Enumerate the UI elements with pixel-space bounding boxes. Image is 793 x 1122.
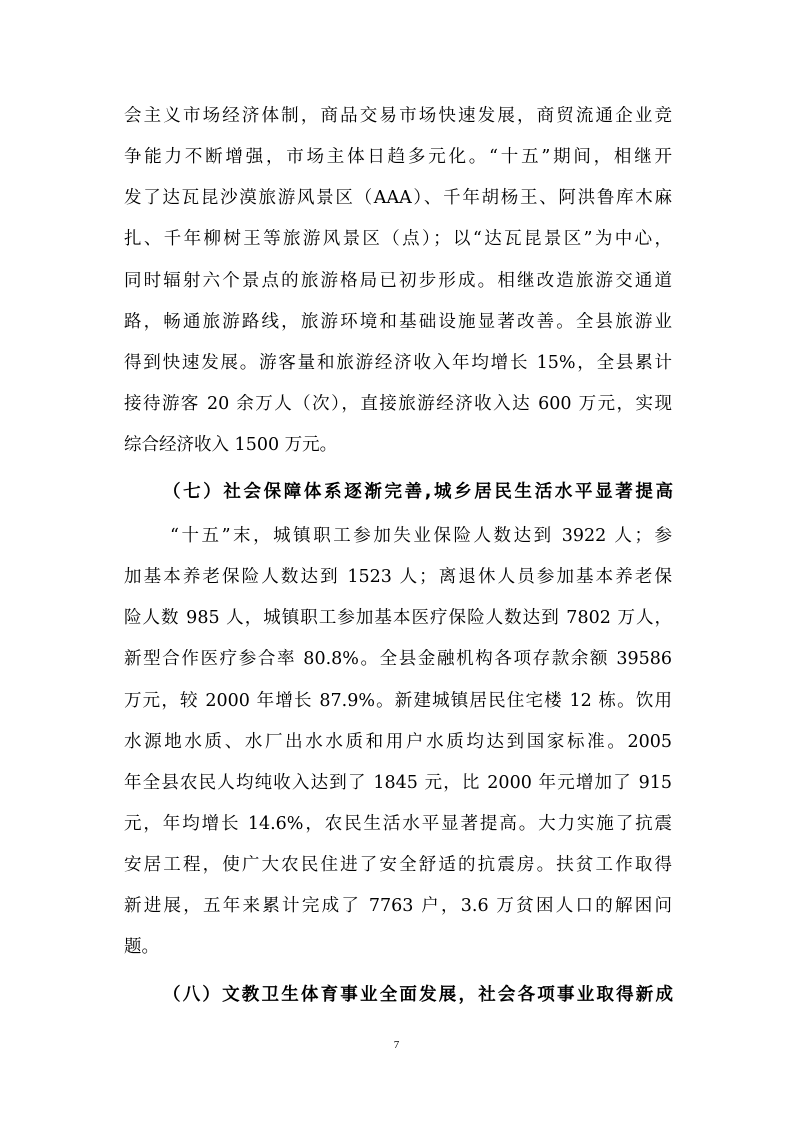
paragraph-1-line-2: 争能力不断增强，市场主体日趋多元化。“十五”期间，相继开 (124, 147, 672, 167)
paragraph-2-line-10: 新进展，五年来累计完成了 7763 户，3.6 万贫困人口的解困问 (124, 896, 672, 916)
paragraph-2-line-3: 险人数 985 人，城镇职工参加基本医疗保险人数达到 7802 万人， (124, 608, 672, 628)
paragraph-2-line-2: 加基本养老保险人数达到 1523 人；离退休人员参加基本养老保 (124, 567, 672, 587)
paragraph-2-line-8: 元，年均增长 14.6%，农民生活水平显著提高。大力实施了抗震 (124, 814, 672, 834)
paragraph-2-line-9: 安居工程，使广大农民住进了安全舒适的抗震房。扶贫工作取得 (124, 855, 672, 875)
paragraph-1-line-6: 路，畅通旅游路线，旅游环境和基础设施显著改善。全县旅游业 (124, 312, 672, 332)
paragraph-1-line-1: 会主义市场经济体制，商品交易市场快速发展，商贸流通企业竞 (124, 106, 672, 126)
paragraph-1-line-7: 得到快速发展。游客量和旅游经济收入年均增长 15%，全县累计 (124, 353, 672, 373)
paragraph-1-line-8: 接待游客 20 余万人（次），直接旅游经济收入达 600 万元，实现 (124, 394, 672, 414)
paragraph-1-line-5: 同时辐射六个景点的旅游格局已初步形成。相继改造旅游交通道 (124, 271, 672, 291)
paragraph-2-line-1: “十五”末，城镇职工参加失业保险人数达到 3922 人；参 (170, 526, 672, 546)
paragraph-2-line-5: 万元，较 2000 年增长 87.9%。新建城镇居民住宅楼 12 栋。饮用 (124, 691, 672, 711)
paragraph-1-line-3: 发了达瓦昆沙漠旅游风景区（AAA）、千年胡杨王、阿洪鲁库木麻 (124, 188, 672, 208)
paragraph-1-line-4: 扎、千年柳树王等旅游风景区（点）；以“达瓦昆景区”为中心， (124, 229, 672, 249)
paragraph-1-line-9: 综合经济收入 1500 万元。 (124, 435, 338, 455)
paragraph-2-line-11: 题。 (124, 937, 159, 957)
page-number: 7 (393, 1039, 400, 1051)
paragraph-2-line-4: 新型合作医疗参合率 80.8%。全县金融机构各项存款余额 39586 (124, 649, 672, 669)
paragraph-2-line-7: 年全县农民人均纯收入达到了 1845 元，比 2000 年元增加了 915 (124, 773, 672, 793)
paragraph-2-line-6: 水源地水质、水厂出水水质和用户水质均达到国家标准。2005 (124, 732, 672, 752)
section-heading-8: （八）文教卫生体育事业全面发展，社会各项事业取得新成 (163, 985, 673, 1005)
section-heading-7: （七）社会保障体系逐渐完善,城乡居民生活水平显著提高 (163, 482, 673, 502)
